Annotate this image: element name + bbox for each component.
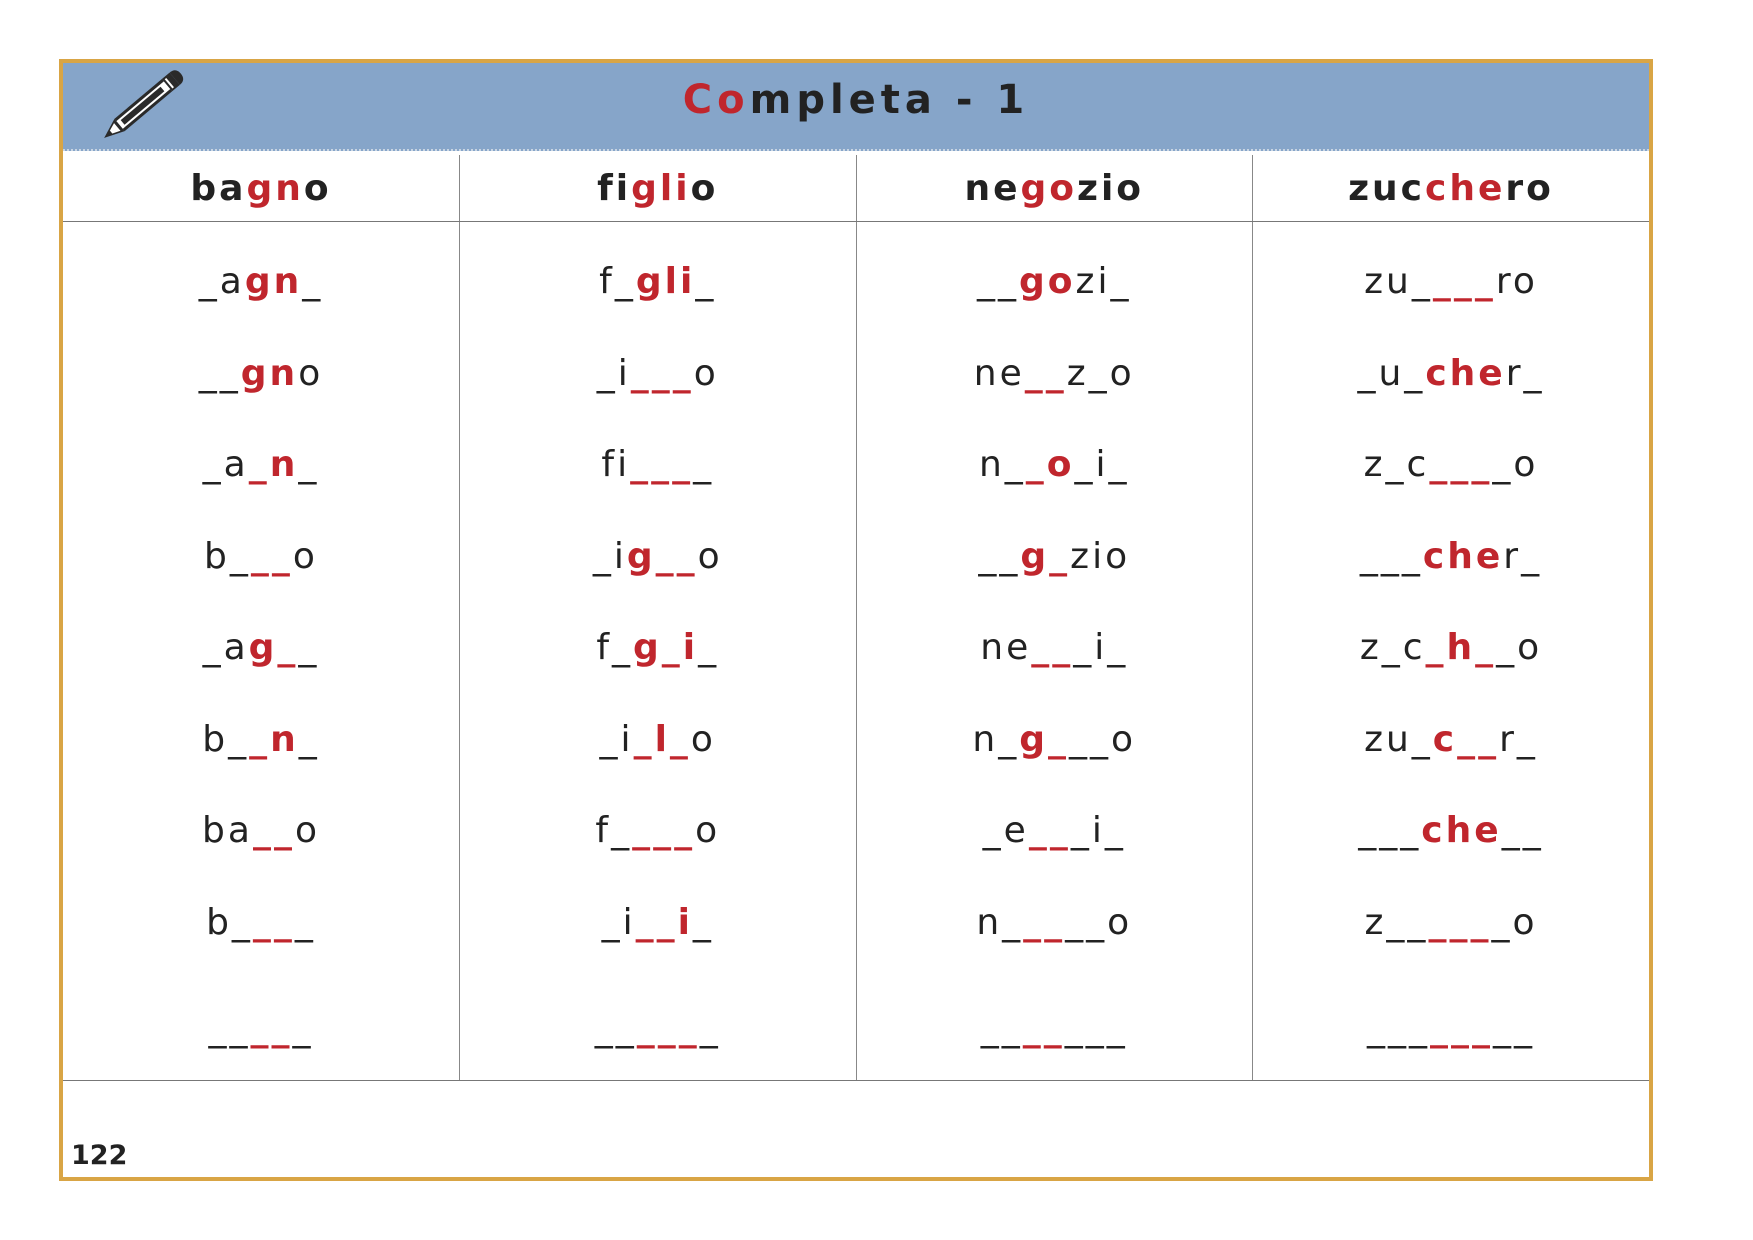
text-segment: _i_ (1074, 444, 1130, 485)
fill-in-word (63, 517, 459, 609)
text-segment: r_ (1499, 718, 1538, 760)
title-part: Co (682, 77, 750, 123)
fill-in-word (63, 791, 459, 883)
text-segment: ___ (1358, 810, 1422, 851)
text-segment: __ (198, 352, 241, 394)
fill-in-word (460, 883, 856, 975)
text-segment: _o (1496, 627, 1543, 668)
text-segment: _i (601, 901, 636, 943)
text-segment: o (697, 535, 723, 577)
text-segment: _ (695, 261, 717, 302)
fill-in-word (857, 425, 1253, 517)
text-segment: __ (1501, 810, 1544, 851)
fill-in-word (63, 974, 459, 1074)
fill-in-word (63, 242, 459, 334)
highlight-segment: ___ (632, 810, 696, 851)
text-segment: _ (298, 627, 320, 668)
text-segment: ne (973, 352, 1025, 394)
text-segment: _i_ (1070, 810, 1126, 851)
text-segment: _i (596, 352, 631, 394)
page-number: 122 (71, 1140, 128, 1171)
fill-in-word (63, 700, 459, 792)
highlight-segment: _h_ (1425, 627, 1497, 668)
text-segment: o (693, 352, 719, 394)
highlight-segment: gn (240, 352, 299, 394)
text-segment: ___ (1367, 1008, 1430, 1049)
text-segment: __o (1069, 718, 1137, 760)
text-segment: z_o (1066, 352, 1135, 394)
text-segment: ___ (1359, 535, 1423, 577)
fill-in-word (1253, 883, 1649, 975)
highlight-segment: _n (248, 444, 299, 485)
highlight-segment: __ (1028, 810, 1071, 851)
title-banner (63, 63, 1649, 151)
fill-in-word (460, 425, 856, 517)
highlight-segment: ___ (630, 444, 694, 485)
text-segment: _ (298, 718, 320, 760)
text-segment: _o (1492, 444, 1539, 485)
text-segment: f_ (596, 627, 634, 668)
text-segment: _a (198, 261, 245, 302)
highlight-segment: ___ (630, 352, 694, 394)
text-segment: _e (982, 810, 1029, 851)
highlight-segment: g_ (248, 627, 299, 668)
highlight-segment: __ (1031, 627, 1074, 668)
text-segment: ba (202, 810, 253, 851)
heading-segment: go (1020, 167, 1078, 209)
page-title (63, 77, 1649, 123)
text-segment: _i (592, 535, 627, 577)
text-segment: zu_ (1364, 718, 1433, 760)
fill-in-word (857, 517, 1253, 609)
highlight-segment: _l_ (633, 718, 691, 760)
heading-segment: ba (190, 167, 247, 209)
highlight-segment: gn (244, 261, 303, 302)
text-segment: b_ (206, 901, 253, 943)
highlight-segment: ___ (1429, 444, 1493, 485)
highlight-segment: g__ (626, 535, 698, 577)
text-segment: _ (692, 901, 714, 943)
text-segment: _i (599, 718, 634, 760)
fill-in-word (857, 242, 1253, 334)
fill-in-word (857, 334, 1253, 426)
highlight-segment: c__ (1432, 718, 1500, 760)
text-segment: o (292, 535, 318, 577)
text-segment: f_ (599, 261, 636, 302)
fill-in-word (1253, 700, 1649, 792)
highlight-segment: __ (252, 810, 295, 851)
fill-in-word (857, 883, 1253, 975)
highlight-segment: che (1422, 535, 1504, 577)
highlight-segment: ___ (1430, 1008, 1493, 1049)
fill-in-word (1253, 425, 1649, 517)
fill-in-word (857, 974, 1253, 1074)
text-segment: _a (202, 627, 249, 668)
fill-in-word (1253, 791, 1649, 883)
heading-segment: gli (631, 167, 691, 209)
fill-in-word (857, 791, 1253, 883)
highlight-segment: _o (1025, 444, 1075, 485)
highlight-segment: gli (635, 261, 696, 302)
text-segment: _ (298, 444, 320, 485)
column-heading (63, 155, 460, 222)
text-segment: o (695, 810, 721, 851)
text-segment: r_ (1503, 535, 1543, 577)
text-segment: _ (693, 444, 715, 485)
text-segment: o (294, 810, 320, 851)
text-segment: o (298, 352, 324, 394)
text-segment: __ (1493, 1008, 1535, 1049)
highlight-segment: che (1421, 810, 1502, 851)
fill-in-word (460, 608, 856, 700)
fill-in-word (1253, 242, 1649, 334)
text-segment: fi (601, 444, 631, 485)
text-segment: __o (1065, 901, 1133, 943)
text-segment: __ (977, 261, 1020, 302)
highlight-segment: __ (1022, 1008, 1065, 1049)
exercise-column (1253, 222, 1650, 1081)
highlight-segment: __ (252, 901, 295, 943)
fill-in-word (460, 791, 856, 883)
exercise-column (460, 222, 857, 1081)
text-segment: r_ (1505, 352, 1545, 394)
fill-in-word (460, 334, 856, 426)
text-segment: ne (980, 627, 1032, 668)
title-part: mpleta - 1 (749, 77, 1030, 123)
column-heading (856, 155, 1253, 222)
highlight-segment: __i (635, 901, 693, 943)
column-heading (460, 155, 857, 222)
heading-segment: zio (1077, 167, 1145, 209)
highlight-segment: __ (250, 535, 293, 577)
text-segment: _a (202, 444, 249, 485)
highlight-segment: __ (1024, 352, 1067, 394)
highlight-segment: g_ (1020, 535, 1071, 577)
text-segment: __ (208, 1008, 251, 1049)
highlight-segment: g_ (1019, 718, 1070, 760)
fill-in-word (460, 242, 856, 334)
highlight-segment: go (1019, 261, 1076, 302)
fill-in-word (1253, 517, 1649, 609)
heading-segment: ro (1505, 167, 1554, 209)
highlight-segment: __ (250, 1008, 293, 1049)
text-segment: z_c (1363, 444, 1430, 485)
text-segment: _ (699, 1008, 721, 1049)
text-segment: _o (1491, 901, 1538, 943)
fill-in-word (857, 608, 1253, 700)
text-segment: _i_ (1073, 627, 1129, 668)
heading-segment: gn (246, 167, 304, 209)
highlight-segment: ___ (636, 1008, 700, 1049)
text-segment: __ (978, 535, 1021, 577)
text-segment: n_ (976, 901, 1024, 943)
text-segment: f_ (595, 810, 633, 851)
text-segment: zi_ (1075, 261, 1132, 302)
text-segment: zu_ (1364, 261, 1433, 302)
fill-in-word (460, 517, 856, 609)
text-segment: _ (302, 261, 324, 302)
text-segment: b_ (202, 718, 250, 760)
exercise-column (63, 222, 460, 1081)
highlight-segment: _n (249, 718, 299, 760)
word-header-row (63, 155, 1649, 222)
fill-in-word (63, 334, 459, 426)
fill-in-word (460, 974, 856, 1074)
heading-segment: o (690, 167, 719, 209)
fill-in-word (1253, 608, 1649, 700)
text-segment: _ (698, 627, 720, 668)
text-segment: z__ (1364, 901, 1429, 943)
text-segment: o (690, 718, 716, 760)
text-segment: zio (1070, 535, 1131, 577)
column-heading (1253, 155, 1650, 222)
heading-segment: che (1425, 167, 1506, 209)
worksheet-frame (59, 59, 1653, 1181)
text-segment: b_ (204, 535, 251, 577)
text-segment: z_c (1359, 627, 1426, 668)
fill-in-word (63, 425, 459, 517)
highlight-segment: che (1425, 352, 1506, 394)
highlight-segment: g_i (633, 627, 699, 668)
highlight-segment: ___ (1432, 261, 1496, 302)
text-segment: _u_ (1357, 352, 1426, 394)
text-segment: _ (294, 901, 316, 943)
text-segment: __ (594, 1008, 637, 1049)
text-segment: ___ (1064, 1008, 1128, 1049)
exercise-row (63, 222, 1649, 1081)
text-segment: n_ (978, 444, 1026, 485)
heading-segment: fi (597, 167, 632, 209)
heading-segment: zuc (1348, 167, 1426, 209)
fill-in-word (460, 700, 856, 792)
fill-in-word (63, 883, 459, 975)
text-segment: __ (980, 1008, 1023, 1049)
heading-segment: o (303, 167, 332, 209)
exercise-table (63, 155, 1649, 1081)
highlight-segment: __ (1023, 901, 1066, 943)
fill-in-word (857, 700, 1253, 792)
highlight-segment: ___ (1428, 901, 1492, 943)
text-segment: ro (1495, 261, 1538, 302)
fill-in-word (63, 608, 459, 700)
text-segment: _ (292, 1008, 314, 1049)
text-segment: n_ (972, 718, 1020, 760)
fill-in-word (1253, 974, 1649, 1074)
exercise-column (856, 222, 1253, 1081)
fill-in-word (1253, 334, 1649, 426)
heading-segment: ne (964, 167, 1021, 209)
